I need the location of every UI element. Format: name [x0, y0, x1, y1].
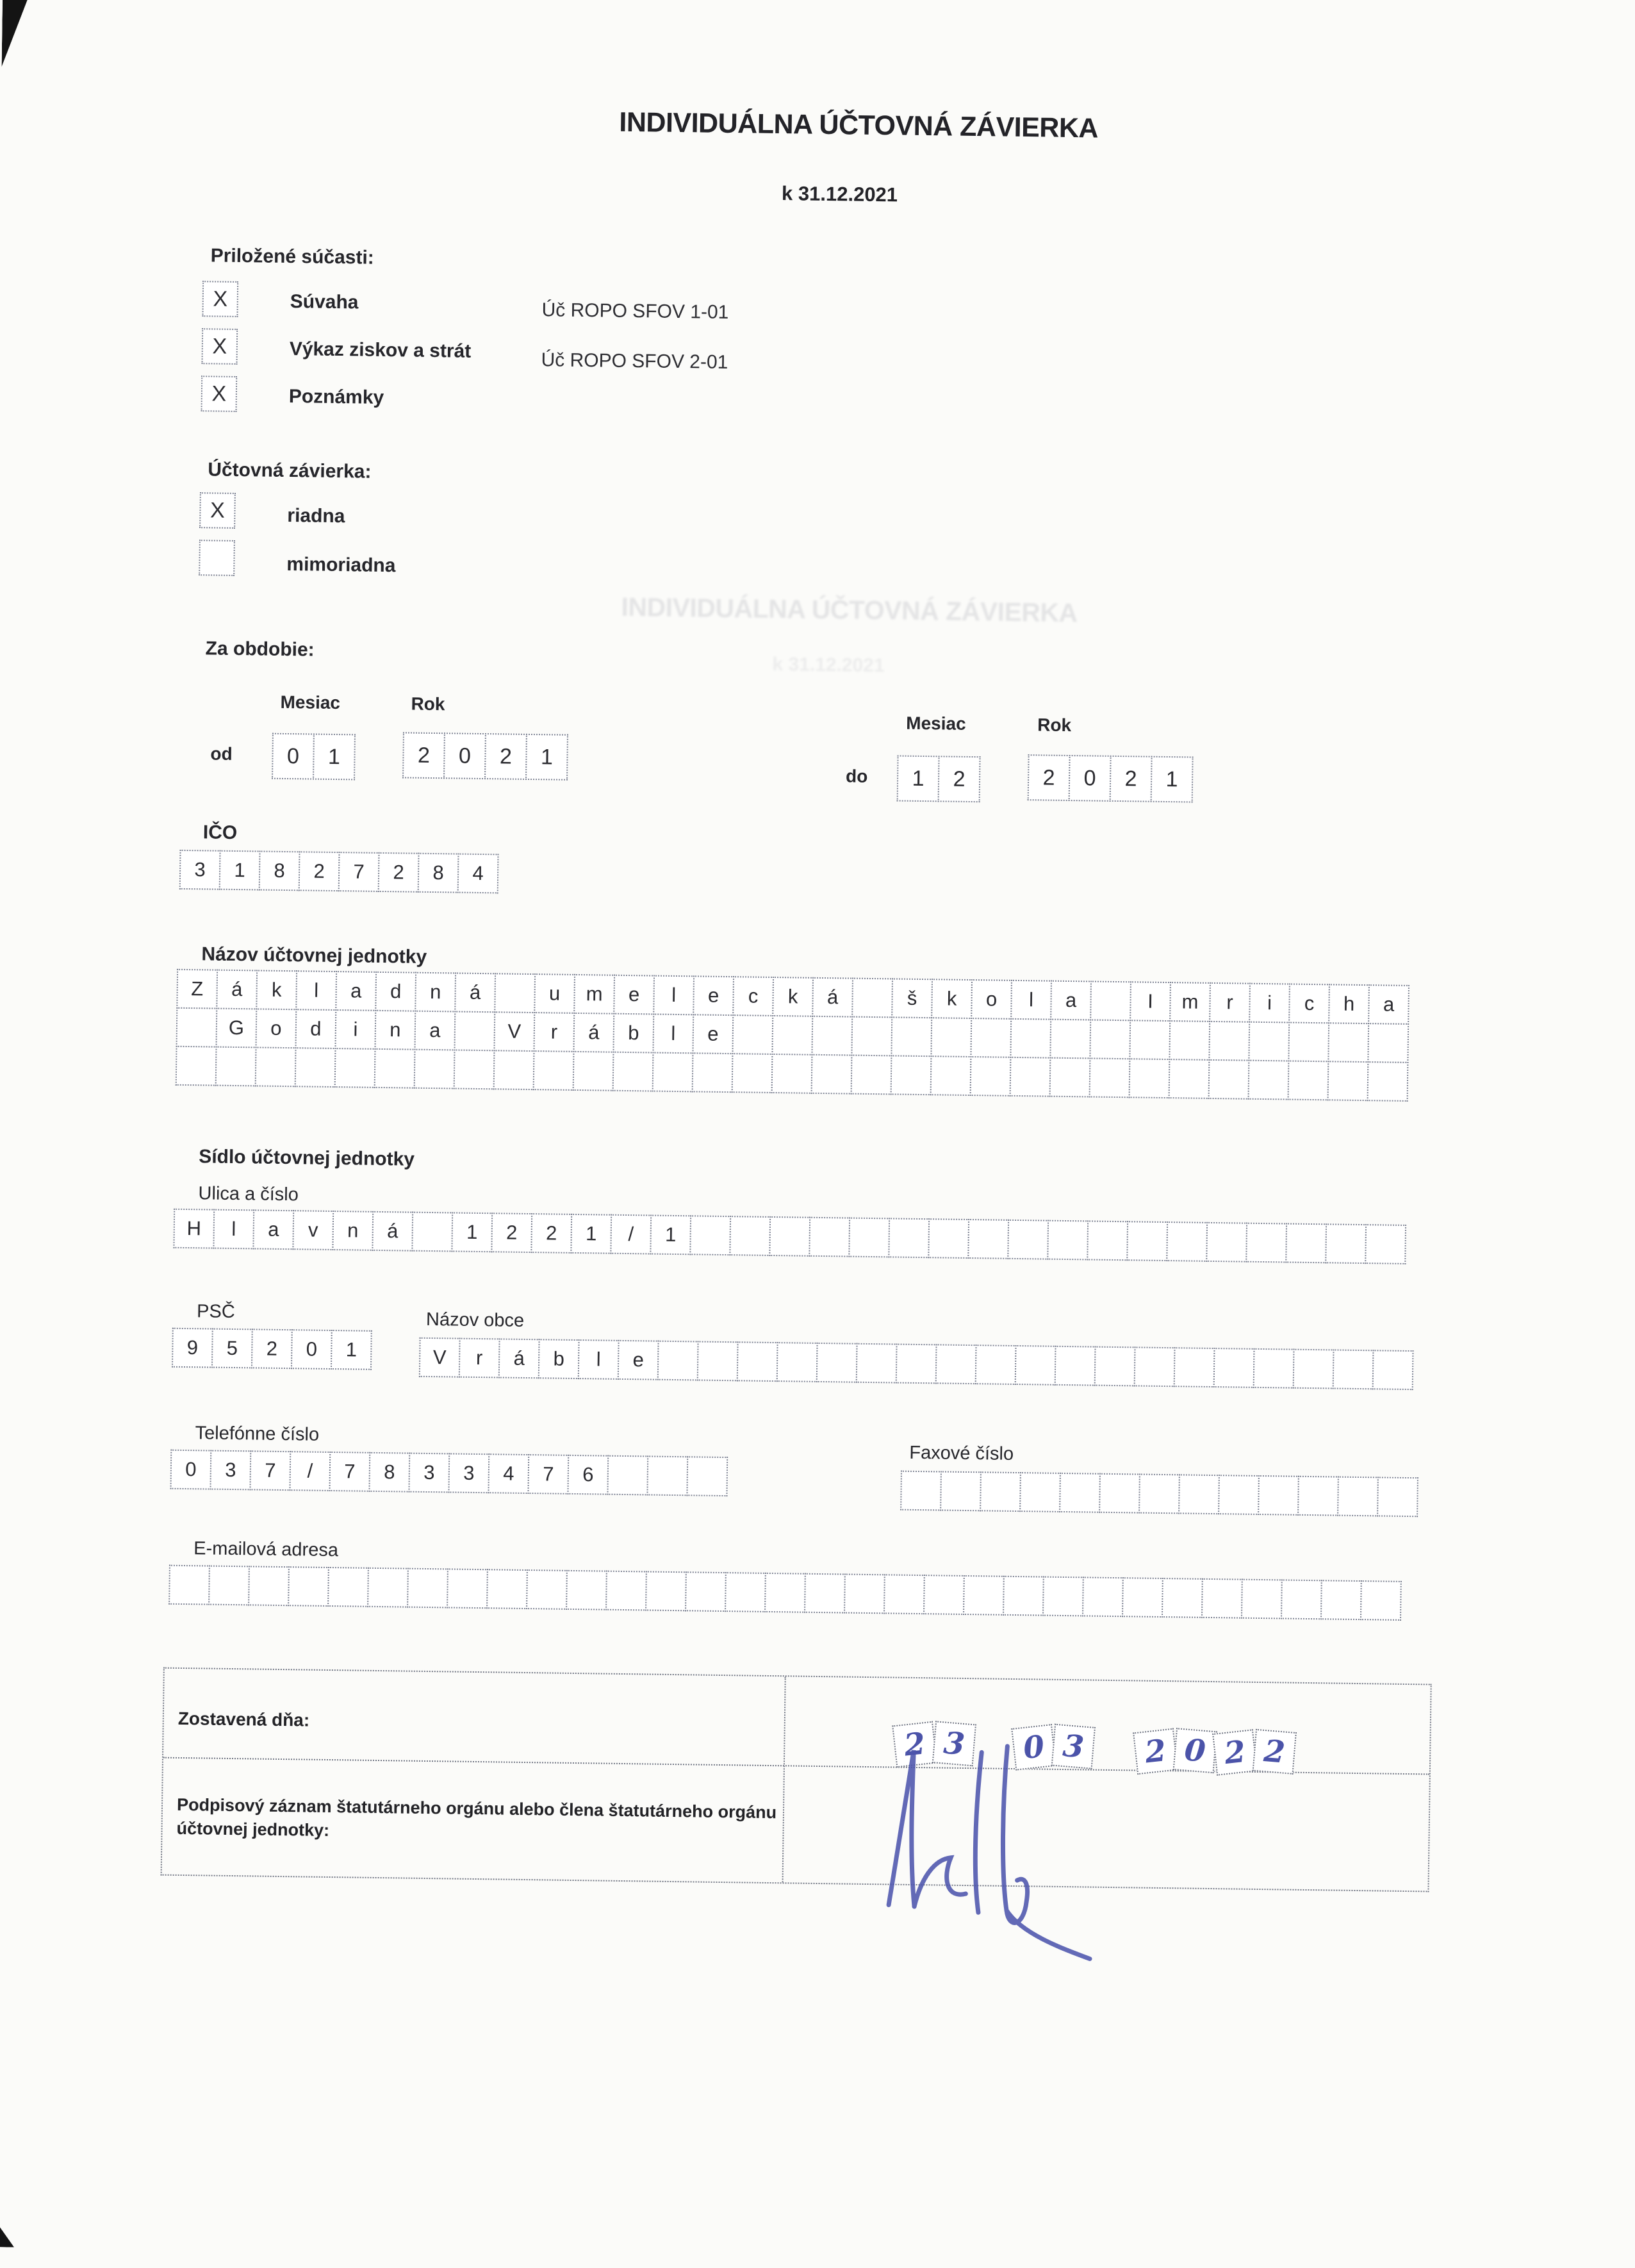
grid-cell — [930, 1055, 972, 1096]
grid-cell: á — [573, 1013, 614, 1053]
grid-cell — [255, 1047, 297, 1087]
grid-cell — [454, 1011, 496, 1051]
grid-cell: 2 — [1028, 754, 1071, 801]
do-label: do — [845, 766, 868, 786]
grid-cell — [1166, 1221, 1208, 1262]
grid-cell — [1213, 1348, 1255, 1388]
grid-cell: 4 — [488, 1453, 529, 1494]
grid-cell: c — [732, 976, 774, 1016]
grid-cell — [1245, 1223, 1287, 1263]
grid-cell — [493, 1050, 535, 1090]
checkbox-mimoriadna[interactable] — [199, 540, 235, 576]
grid-cell — [327, 1567, 369, 1607]
telefon-grid[interactable] — [170, 1450, 728, 1496]
grid-cell: l — [653, 975, 694, 1016]
grid-cell: 0 — [1173, 1728, 1217, 1773]
grid-cell: á — [216, 970, 258, 1010]
grid-cell: á — [812, 977, 853, 1018]
grid-cell — [454, 1049, 495, 1089]
grid-cell: 9 — [172, 1328, 213, 1368]
fax-label: Faxové číslo — [909, 1442, 1014, 1464]
grid-cell — [1049, 1019, 1091, 1059]
fax-grid[interactable] — [900, 1471, 1418, 1518]
grid-cell: V — [419, 1337, 461, 1378]
grid-cell: H — [173, 1209, 215, 1249]
grid-cell — [1059, 1473, 1101, 1513]
grid-cell — [1337, 1477, 1379, 1517]
grid-cell: V — [493, 1011, 535, 1052]
od-mesiac-label: Mesiac — [280, 691, 341, 713]
nazov-jednotky-label: Názov účtovnej jednotky — [201, 943, 427, 968]
scan-corner-artifact-top — [2, 0, 28, 67]
grid-cell: a — [1050, 981, 1092, 1021]
grid-cell — [685, 1571, 727, 1612]
grid-cell: 2 — [251, 1329, 293, 1369]
grid-cell — [1134, 1346, 1176, 1387]
grid-cell: o — [256, 1008, 297, 1048]
grid-cell — [811, 1054, 853, 1095]
grid-cell — [1218, 1475, 1260, 1515]
grid-cell — [1010, 1057, 1051, 1097]
grid-cell — [1367, 1061, 1409, 1102]
grid-cell: 0 — [1069, 755, 1112, 802]
grid-cell — [732, 1014, 773, 1055]
grid-cell — [1090, 981, 1131, 1021]
grid-cell — [1365, 1224, 1406, 1264]
grid-cell — [1201, 1578, 1243, 1619]
grid-cell — [573, 1051, 614, 1091]
grid-cell — [1241, 1579, 1283, 1619]
grid-cell: n — [415, 972, 456, 1013]
grid-cell — [1248, 1022, 1290, 1062]
grid-cell — [1094, 1346, 1136, 1387]
od-label: od — [210, 743, 233, 764]
grid-cell: e — [618, 1340, 659, 1380]
grid-cell: 3 — [448, 1453, 489, 1493]
grid-cell — [729, 1216, 771, 1256]
grid-cell: 2 — [1133, 1728, 1178, 1775]
grid-cell — [1174, 1347, 1215, 1387]
grid-cell — [1372, 1350, 1414, 1390]
grid-cell — [1138, 1474, 1180, 1514]
checkbox-poznamky[interactable] — [201, 376, 238, 412]
grid-cell: 8 — [418, 853, 459, 893]
podpisovy-zaznam-line1: Podpisový záznam štatutárneho orgánu alebo člena štatutárneho orgánu — [176, 1794, 777, 1823]
grid-cell — [771, 1015, 813, 1055]
grid-cell: 1 — [570, 1214, 612, 1254]
do-rok-grid[interactable] — [1028, 754, 1194, 802]
grid-cell: l — [295, 970, 337, 1011]
psc-label: PSČ — [196, 1301, 235, 1323]
grid-cell: 7 — [527, 1454, 569, 1494]
grid-cell: o — [971, 979, 1012, 1020]
grid-cell — [1258, 1475, 1299, 1516]
date-year-boxes[interactable] — [1135, 1728, 1295, 1773]
grid-cell: n — [375, 1010, 416, 1050]
grid-cell — [891, 1016, 932, 1057]
grid-cell — [809, 1217, 850, 1257]
grid-cell: 2 — [1110, 756, 1153, 802]
grid-cell — [414, 1049, 456, 1089]
grid-cell: 7 — [338, 852, 380, 892]
grid-cell — [686, 1456, 728, 1496]
page-subtitle: k 31.12.2021 — [781, 182, 898, 206]
grid-cell: I — [1130, 981, 1171, 1022]
grid-cell: k — [931, 979, 973, 1019]
grid-cell — [1288, 1061, 1329, 1101]
grid-cell — [1288, 1022, 1329, 1063]
grid-cell: 2 — [1212, 1729, 1258, 1776]
ghost-title: INDIVIDUÁLNA ÚČTOVNÁ ZÁVIERKA — [621, 592, 1078, 628]
grid-cell: b — [538, 1339, 580, 1379]
grid-cell: k — [256, 970, 297, 1010]
grid-cell — [851, 1055, 892, 1095]
grid-cell — [1169, 1020, 1210, 1061]
grid-cell — [1293, 1349, 1335, 1389]
grid-cell — [900, 1471, 942, 1511]
grid-cell: 1 — [219, 850, 261, 891]
grid-cell — [737, 1341, 778, 1382]
page-title: INDIVIDUÁLNA ÚČTOVNÁ ZÁVIERKA — [619, 106, 1099, 144]
grid-cell — [764, 1573, 806, 1613]
grid-cell — [1320, 1580, 1362, 1620]
obec-grid[interactable] — [419, 1337, 1414, 1390]
checkbox-suvaha-mark: X — [213, 286, 228, 311]
grid-cell: r — [533, 1012, 575, 1052]
grid-cell — [940, 1471, 982, 1511]
grid-cell — [374, 1048, 416, 1089]
grid-cell — [1285, 1223, 1327, 1263]
grid-cell: 5 — [211, 1329, 253, 1369]
grid-cell: 6 — [567, 1455, 609, 1495]
grid-cell: 2 — [484, 733, 527, 780]
grid-cell — [1162, 1578, 1203, 1618]
grid-cell — [769, 1216, 810, 1257]
grid-cell — [1129, 1020, 1171, 1060]
grid-cell: á — [454, 972, 496, 1013]
grid-cell — [526, 1569, 568, 1610]
uctovna-zavierka-label: Účtovná závierka: — [208, 459, 372, 483]
grid-cell — [1178, 1474, 1220, 1514]
grid-cell — [967, 1219, 1009, 1259]
podpisovy-zaznam-label — [176, 1793, 776, 1848]
grid-cell — [1007, 1220, 1049, 1260]
grid-cell — [811, 1016, 853, 1056]
ulica-label: Ulica a číslo — [198, 1183, 299, 1205]
grid-cell — [896, 1344, 937, 1384]
grid-cell — [334, 1048, 376, 1088]
do-mesiac-grid[interactable] — [897, 755, 981, 802]
email-grid[interactable] — [168, 1565, 1402, 1621]
grid-cell: 2 — [892, 1721, 937, 1768]
grid-cell — [652, 1052, 694, 1093]
riadna-label: riadna — [287, 504, 345, 527]
grid-cell — [1327, 1061, 1369, 1101]
grid-cell: 1 — [1151, 756, 1194, 803]
grid-cell: l — [652, 1014, 694, 1054]
grid-cell — [176, 1007, 218, 1048]
psc-grid[interactable] — [172, 1328, 372, 1370]
grid-cell — [963, 1575, 1005, 1616]
grid-cell — [970, 1018, 1012, 1058]
za-obdobie-label: Za obdobie: — [205, 638, 315, 661]
grid-cell — [1126, 1221, 1168, 1261]
grid-cell: 2 — [530, 1213, 572, 1254]
grid-cell — [1208, 1021, 1250, 1061]
grid-cell: e — [692, 1014, 734, 1054]
grid-cell: 4 — [457, 854, 499, 894]
grid-cell: e — [693, 975, 734, 1016]
grid-cell: 2 — [491, 1213, 532, 1253]
grid-cell — [856, 1343, 898, 1384]
do-mesiac-label: Mesiac — [906, 713, 966, 734]
grid-cell: a — [252, 1209, 294, 1250]
grid-cell — [970, 1056, 1012, 1097]
grid-cell — [566, 1570, 607, 1610]
grid-cell — [288, 1566, 329, 1607]
grid-cell: h — [1328, 984, 1370, 1024]
grid-cell: i — [1249, 983, 1290, 1023]
grid-cell — [732, 1053, 773, 1093]
grid-cell: a — [1368, 984, 1409, 1025]
grid-cell: G — [216, 1008, 258, 1048]
grid-cell — [1003, 1576, 1044, 1616]
podpisovy-zaznam-line2: účtovnej jednotky: — [176, 1818, 330, 1841]
nazov-obce-label: Názov obce — [425, 1309, 525, 1331]
grid-cell — [980, 1471, 1021, 1512]
grid-cell: 1 — [897, 755, 940, 802]
grid-cell: u — [534, 973, 575, 1014]
grid-cell: l — [213, 1209, 254, 1250]
od-mesiac-grid[interactable] — [272, 733, 356, 781]
grid-cell: v — [292, 1210, 334, 1250]
grid-cell — [486, 1569, 528, 1609]
grid-cell: 1 — [451, 1212, 493, 1252]
grid-cell: 1 — [313, 734, 356, 781]
grid-cell — [494, 973, 536, 1013]
ghost-subtitle: k 31.12.2021 — [772, 653, 885, 677]
grid-cell — [935, 1344, 977, 1384]
grid-cell — [1360, 1580, 1402, 1621]
grid-cell — [168, 1565, 210, 1605]
scan-corner-artifact-bottom — [0, 2190, 15, 2247]
do-rok-label: Rok — [1037, 715, 1072, 736]
grid-cell: 0 — [443, 733, 486, 779]
grid-cell — [930, 1017, 972, 1057]
grid-cell — [657, 1341, 699, 1381]
grid-cell — [1327, 1022, 1369, 1063]
ico-grid[interactable] — [179, 850, 499, 894]
grid-cell — [1248, 1060, 1290, 1100]
grid-cell — [447, 1568, 488, 1609]
grid-cell — [1010, 1018, 1051, 1059]
grid-cell — [848, 1218, 890, 1258]
signature-scribble — [869, 1739, 1134, 1960]
grid-cell — [1049, 1057, 1091, 1098]
poznamky-label: Poznámky — [288, 386, 384, 408]
grid-cell: i — [335, 1009, 377, 1050]
grid-cell: 3 — [932, 1721, 976, 1766]
grid-cell — [697, 1341, 739, 1381]
prilozene-sucasti-label: Priložené súčasti: — [210, 245, 374, 269]
grid-cell — [1333, 1349, 1374, 1389]
checkbox-suvaha[interactable] — [202, 281, 238, 317]
grid-cell — [646, 1455, 688, 1496]
grid-cell: e — [613, 975, 655, 1015]
grid-cell: 1 — [331, 1330, 372, 1370]
grid-cell — [689, 1215, 731, 1255]
grid-cell: a — [415, 1011, 456, 1051]
zostavena-dna-label: Zostavená dňa: — [177, 1708, 310, 1730]
grid-cell — [923, 1575, 965, 1615]
grid-cell — [888, 1218, 930, 1258]
grid-cell: 0 — [1011, 1724, 1056, 1771]
grid-cell: 1 — [525, 734, 568, 781]
sidlo-label: Sídlo účtovnej jednotky — [199, 1146, 415, 1170]
grid-cell: á — [498, 1338, 540, 1378]
suvaha-form-code: Úč ROPO SFOV 1-01 — [541, 299, 729, 323]
grid-cell — [692, 1052, 734, 1093]
grid-cell: á — [372, 1211, 413, 1252]
grid-cell — [248, 1566, 290, 1606]
grid-cell — [776, 1342, 818, 1382]
grid-cell — [891, 1055, 932, 1095]
grid-cell: 2 — [402, 732, 445, 779]
grid-cell — [407, 1568, 448, 1609]
grid-cell: m — [1169, 982, 1211, 1022]
grid-cell — [1042, 1577, 1084, 1617]
ico-label: IČO — [202, 822, 238, 844]
telefon-label: Telefónne číslo — [195, 1423, 320, 1445]
grid-cell: 1 — [650, 1214, 691, 1255]
checkbox-vykaz-mark: X — [212, 333, 227, 359]
grid-cell — [1169, 1059, 1210, 1099]
grid-cell — [645, 1571, 687, 1611]
signature-table — [161, 1668, 1432, 1892]
grid-cell: d — [295, 1009, 337, 1049]
grid-cell: 3 — [408, 1453, 450, 1493]
grid-cell — [612, 1052, 654, 1092]
vykaz-label: Výkaz ziskov a strát — [289, 338, 472, 362]
grid-cell: / — [289, 1451, 331, 1491]
grid-cell — [1087, 1220, 1128, 1261]
checkbox-riadna[interactable] — [199, 492, 236, 529]
grid-cell — [928, 1218, 969, 1259]
grid-cell — [1122, 1577, 1163, 1618]
grid-cell — [607, 1455, 648, 1496]
grid-cell: l — [1010, 980, 1052, 1020]
grid-cell: š — [891, 978, 933, 1018]
grid-cell: Z — [176, 969, 218, 1009]
grid-cell — [605, 1571, 647, 1611]
grid-cell — [367, 1568, 409, 1608]
grid-cell — [176, 1046, 217, 1086]
grid-cell — [1019, 1472, 1061, 1512]
grid-cell: r — [459, 1338, 500, 1378]
grid-cell: 7 — [249, 1450, 291, 1491]
grid-cell — [1297, 1476, 1339, 1516]
grid-cell — [295, 1047, 336, 1088]
grid-cell: 2 — [378, 852, 420, 893]
grid-cell — [1367, 1023, 1409, 1063]
grid-cell: r — [1209, 982, 1251, 1023]
grid-cell: k — [772, 977, 814, 1017]
grid-cell: m — [573, 974, 615, 1014]
grid-cell — [1377, 1477, 1418, 1517]
grid-cell: c — [1288, 984, 1330, 1024]
checkbox-poznamky-mark: X — [211, 381, 227, 406]
grid-cell — [725, 1572, 766, 1612]
od-rok-label: Rok — [411, 693, 445, 715]
grid-cell — [844, 1574, 885, 1614]
grid-cell: 0 — [272, 733, 315, 780]
grid-cell: 0 — [291, 1329, 333, 1370]
grid-cell — [851, 1016, 892, 1057]
grid-cell — [1325, 1223, 1367, 1264]
grid-cell — [1089, 1019, 1131, 1059]
grid-cell — [533, 1050, 575, 1091]
od-rok-grid[interactable] — [402, 732, 568, 780]
grid-cell — [1206, 1222, 1247, 1262]
grid-cell — [411, 1212, 453, 1252]
grid-cell — [975, 1345, 1017, 1385]
grid-cell — [215, 1047, 257, 1087]
grid-cell — [1253, 1348, 1295, 1389]
checkbox-riadna-mark: X — [210, 497, 226, 523]
grid-cell — [208, 1566, 250, 1606]
grid-cell: 2 — [938, 756, 981, 802]
email-label: E-mailová adresa — [193, 1538, 339, 1561]
grid-cell: l — [578, 1339, 620, 1380]
grid-cell: 7 — [329, 1452, 370, 1492]
grid-cell — [1208, 1059, 1250, 1100]
mimoriadna-label: mimoriadna — [286, 553, 396, 577]
grid-cell: 3 — [179, 850, 221, 890]
grid-cell: b — [612, 1013, 654, 1054]
grid-cell — [1015, 1345, 1056, 1386]
grid-cell: 2 — [299, 851, 340, 891]
grid-cell — [1129, 1058, 1171, 1098]
grid-cell: 8 — [368, 1452, 410, 1493]
grid-cell: 3 — [210, 1450, 252, 1491]
grid-cell: 3 — [1051, 1724, 1096, 1769]
ulica-grid[interactable] — [173, 1209, 1406, 1264]
grid-cell — [1082, 1577, 1124, 1617]
grid-cell — [883, 1574, 925, 1614]
grid-cell: 0 — [170, 1450, 212, 1490]
grid-cell — [771, 1054, 813, 1094]
grid-cell — [1047, 1220, 1089, 1261]
grid-cell — [1089, 1057, 1131, 1098]
grid-cell: / — [610, 1214, 652, 1255]
table-divider-vertical — [782, 1676, 786, 1882]
grid-cell: 2 — [1253, 1729, 1297, 1775]
grid-cell — [851, 978, 893, 1018]
grid-cell — [804, 1573, 846, 1614]
grid-cell: n — [332, 1211, 374, 1251]
grid-cell: 8 — [259, 850, 300, 891]
grid-cell: a — [335, 971, 377, 1011]
suvaha-label: Súvaha — [290, 291, 359, 313]
grid-cell — [1099, 1473, 1140, 1514]
grid-cell: d — [375, 972, 416, 1012]
grid-cell — [1055, 1346, 1096, 1386]
vykaz-form-code: Úč ROPO SFOV 2-01 — [541, 349, 728, 373]
checkbox-vykaz[interactable] — [201, 328, 238, 365]
grid-cell — [816, 1343, 858, 1383]
grid-cell — [1281, 1579, 1322, 1619]
